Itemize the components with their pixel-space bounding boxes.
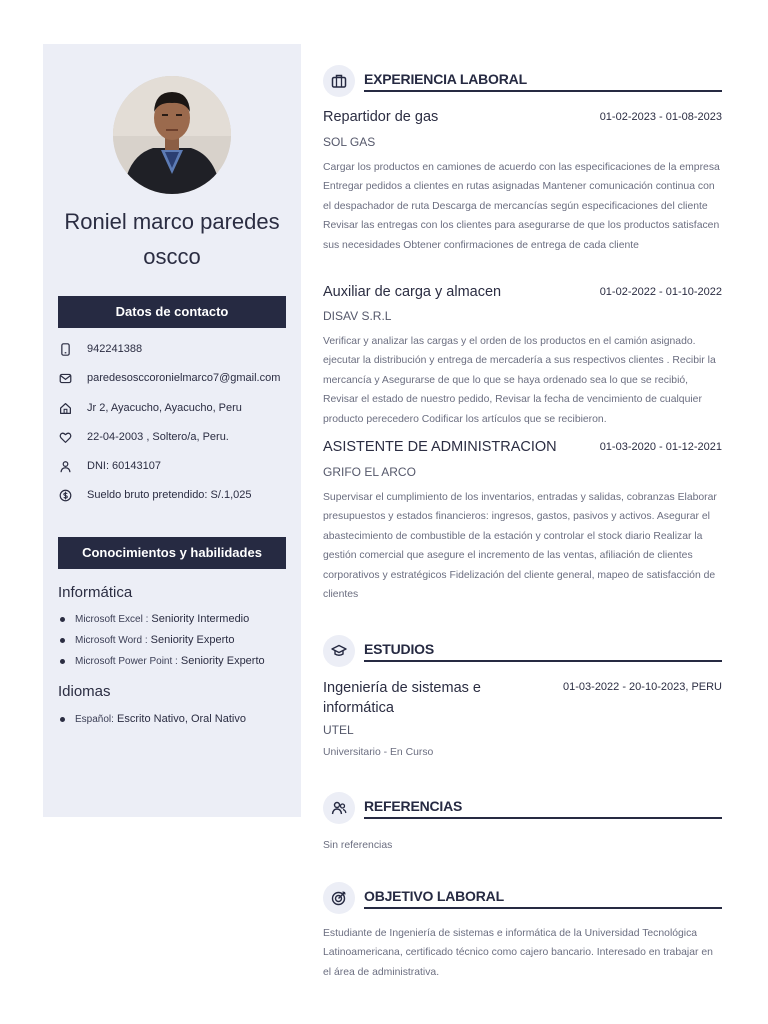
job-company: GRIFO EL ARCO bbox=[323, 465, 416, 479]
target-icon bbox=[331, 890, 347, 906]
school-name: UTEL bbox=[323, 723, 354, 737]
section-divider bbox=[364, 907, 722, 909]
phone-text: 942241388 bbox=[87, 343, 143, 355]
contact-birth-status bbox=[59, 428, 289, 446]
mail-icon bbox=[59, 372, 72, 385]
bullet-icon bbox=[60, 638, 65, 643]
job-dates: 01-02-2023 - 01-08-2023 bbox=[599, 111, 722, 123]
users-icon bbox=[331, 800, 347, 816]
phone-icon bbox=[59, 343, 72, 356]
job-company: SOL GAS bbox=[323, 135, 376, 149]
job-description: Cargar los productos en camiones de acuerdo con las especificaciones de la empresa Entregar pedidos a clientes en rutas asignadas Mantener comunicación continua con el despachador de ruta Descarga de mercancías según especificaciones del cliente Revisar las entregas con los clientes para asegurarse de que los productos satisfacen sus necesidades Obtener confirmaciones de entrega de cada cliente bbox=[323, 162, 720, 251]
home-icon bbox=[59, 402, 72, 415]
idiomas-title: Idiomas bbox=[58, 683, 111, 700]
experience-section-header bbox=[323, 65, 722, 97]
contact-email bbox=[59, 369, 289, 387]
education-status: Universitario - En Curso bbox=[323, 747, 434, 758]
section-icon-wrap bbox=[323, 792, 355, 824]
education-title: ESTUDIOS bbox=[364, 641, 434, 657]
informatica-title: Informática bbox=[58, 584, 133, 601]
job-dates: 01-03-2020 - 01-12-2021 bbox=[599, 441, 722, 453]
skill-item: Microsoft Word : Seniority Experto bbox=[60, 634, 234, 646]
candidate-name: Roniel marco paredes oscco bbox=[64, 209, 280, 269]
job-company: DISAV S.R.L bbox=[323, 309, 392, 323]
job-description: Supervisar el cumplimiento de los inventarios, entradas y salidas, cobranzas Elaborar presupuestos y estados financieros: ingresos, gastos, pasivos y activos. Asegurar el abastecimiento de combustible de la estación y controlar el stock diario Realizar la gestión comercial que asegure el incremento de las ventas, afiliación de clientes corporativos y estratégicos Fidelización del cliente general, mapeo de satisfacción de clientes bbox=[323, 492, 717, 601]
money-icon bbox=[59, 489, 72, 502]
education-section-header bbox=[323, 635, 722, 667]
degree-title: Ingeniería de sistemas e informática bbox=[323, 680, 481, 716]
email-text: paredesosccoronielmarco7@gmail.com bbox=[87, 372, 281, 384]
address-text: Jr 2, Ayacucho, Ayacucho, Peru bbox=[87, 402, 242, 414]
education-dates: 01-03-2022 - 20-10-2023, PERU bbox=[563, 681, 722, 693]
avatar bbox=[113, 76, 231, 194]
graduation-cap-icon bbox=[331, 643, 347, 659]
heart-icon bbox=[59, 431, 72, 444]
experience-title: EXPERIENCIA LABORAL bbox=[364, 71, 527, 87]
skill-item: Microsoft Excel : Seniority Intermedio bbox=[60, 613, 249, 625]
contact-phone bbox=[59, 340, 289, 358]
objective-title: OBJETIVO LABORAL bbox=[364, 888, 504, 904]
contact-address bbox=[59, 399, 289, 417]
sidebar bbox=[43, 44, 301, 817]
user-icon bbox=[59, 460, 72, 473]
skill-item: Microsoft Power Point : Seniority Experto bbox=[60, 655, 265, 667]
references-section-header bbox=[323, 792, 722, 824]
references-text: Sin referencias bbox=[323, 840, 393, 851]
salary-text: Sueldo bruto pretendido: S/.1,025 bbox=[87, 489, 252, 501]
section-divider bbox=[364, 817, 722, 819]
section-divider bbox=[364, 660, 722, 662]
job-description: Verificar y analizar las cargas y el orden de los productos en el camión asignado. ejecutar la distribución y entrega de mercadería a sus respectivos clientes . Recibir la mercancía y Asegurarse de que lo que se haya ordenado sea lo que se recibió, Revisar el estado de nuestro pedido, Revisar la fecha de vencimiento de cualquier producto perecedero Codificar los artículos que se recibieron. bbox=[323, 336, 716, 425]
job-title: Auxiliar de carga y almacen bbox=[323, 284, 502, 300]
dni-text: DNI: 60143107 bbox=[87, 460, 161, 472]
birth-status-text: 22-04-2003 , Soltero/a, Peru. bbox=[87, 431, 229, 443]
section-divider bbox=[364, 90, 722, 92]
section-icon-wrap bbox=[323, 882, 355, 914]
contact-salary bbox=[59, 486, 289, 504]
job-title: ASISTENTE DE ADMINISTRACION bbox=[323, 439, 557, 455]
references-title: REFERENCIAS bbox=[364, 798, 463, 814]
bullet-icon bbox=[60, 717, 65, 722]
contact-header: Datos de contacto bbox=[58, 296, 286, 328]
objective-section-header bbox=[323, 882, 722, 914]
briefcase-icon bbox=[331, 73, 347, 89]
contact-dni bbox=[59, 457, 289, 475]
bullet-icon bbox=[60, 617, 65, 622]
profile-photo bbox=[113, 76, 231, 194]
job-dates: 01-02-2022 - 01-10-2022 bbox=[599, 286, 722, 298]
section-icon-wrap bbox=[323, 65, 355, 97]
skills-header: Conocimientos y habilidades bbox=[58, 537, 286, 569]
bullet-icon bbox=[60, 659, 65, 664]
language-item: Español: Escrito Nativo, Oral Nativo bbox=[60, 713, 246, 725]
section-icon-wrap bbox=[323, 635, 355, 667]
objective-text: Estudiante de Ingeniería de sistemas e informática de la Universidad Tecnológica Latinoamericana, certificado técnico como cajero bancario. Interesado en trabajar en el área de administrativa. bbox=[323, 928, 713, 978]
job-title: Repartidor de gas bbox=[323, 109, 439, 125]
